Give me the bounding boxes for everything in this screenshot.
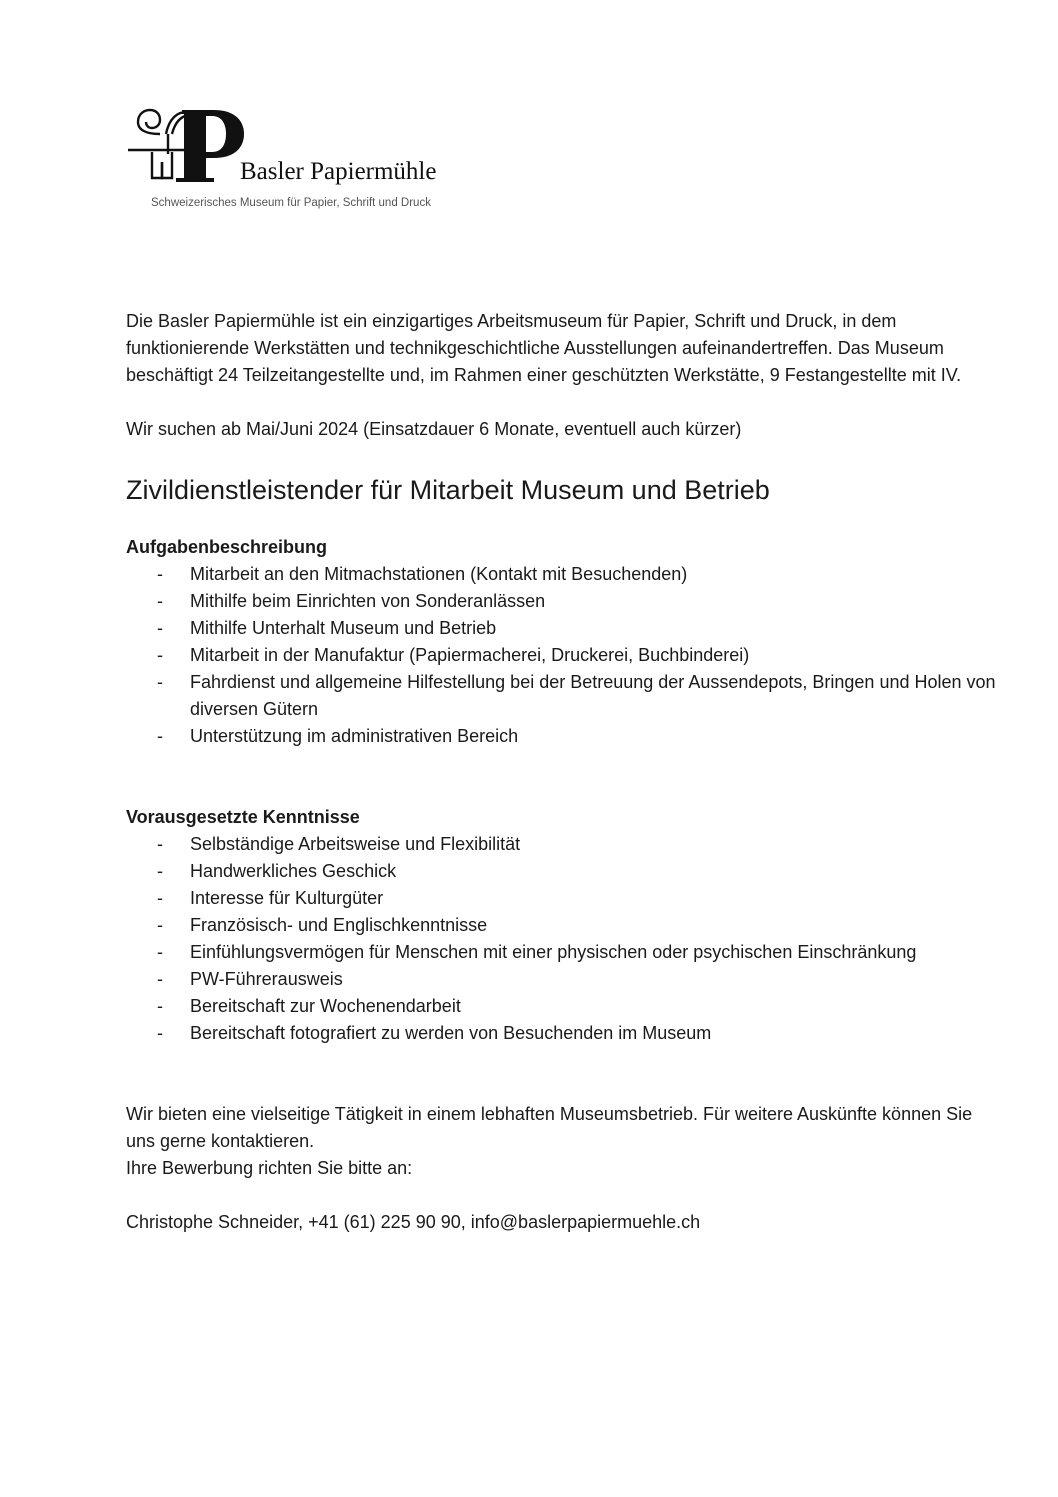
list-item-text: Mitarbeit an den Mitmachstationen (Kontakt mit Besuchenden) bbox=[190, 564, 688, 584]
list-item bbox=[126, 669, 1006, 723]
list-item-text: Unterstützung im administrativen Bereich bbox=[190, 726, 519, 746]
list-item-text: Interesse für Kulturgüter bbox=[190, 888, 384, 908]
logo-name: Basler Papiermühle bbox=[240, 158, 437, 185]
list-item bbox=[126, 561, 1006, 588]
offer-section bbox=[126, 1101, 1006, 1182]
list-bullet: - bbox=[157, 618, 163, 638]
list-bullet: - bbox=[157, 969, 163, 989]
list-bullet: - bbox=[157, 888, 163, 908]
list-bullet: - bbox=[157, 672, 163, 692]
list-item-text: Französisch- und Englischkenntnisse bbox=[190, 915, 488, 935]
page-title: Zivildienstleistender für Mitarbeit Museum und Betrieb bbox=[126, 475, 770, 505]
list-item-text: Mithilfe Unterhalt Museum und Betrieb bbox=[190, 618, 497, 638]
list-item-text: Mithilfe beim Einrichten von Sonderanlässen bbox=[190, 591, 546, 611]
application-note: Ihre Bewerbung richten Sie bitte an: bbox=[126, 1158, 413, 1178]
contact-phone[interactable]: +41 (61) 225 90 90 bbox=[308, 1212, 461, 1232]
list-item bbox=[126, 939, 1006, 966]
tasks-list bbox=[126, 561, 1006, 750]
list-item-text: Handwerkliches Geschick bbox=[190, 861, 397, 881]
list-bullet: - bbox=[157, 861, 163, 881]
document-body bbox=[126, 308, 1006, 1236]
list-bullet: - bbox=[157, 591, 163, 611]
list-item bbox=[126, 912, 1006, 939]
contact-line: Christophe Schneider, +41 (61) 225 90 90, info@baslerpapiermuehle.ch bbox=[126, 1212, 701, 1232]
list-item bbox=[126, 642, 1006, 669]
list-item bbox=[126, 966, 1006, 993]
logo-tagline: Schweizerisches Museum für Papier, Schrift und Druck bbox=[151, 197, 431, 209]
contact-name: Christophe Schneider bbox=[126, 1212, 299, 1232]
list-item-text: PW-Führerausweis bbox=[190, 969, 343, 989]
list-item-text: Bereitschaft fotografiert zu werden von Besuchenden im Museum bbox=[190, 1023, 712, 1043]
list-bullet: - bbox=[157, 915, 163, 935]
logo bbox=[126, 104, 466, 214]
search-statement: Wir suchen ab Mai/Juni 2024 (Einsatzdauer 6 Monate, eventuell auch kürzer) bbox=[126, 419, 742, 439]
contact-email[interactable]: info@baslerpapiermuehle.ch bbox=[470, 1212, 701, 1232]
list-item bbox=[126, 993, 1006, 1020]
list-item bbox=[126, 831, 1006, 858]
list-bullet: - bbox=[157, 834, 163, 854]
skills-heading: Vorausgesetzte Kenntnisse bbox=[126, 807, 360, 827]
list-item bbox=[126, 615, 1006, 642]
list-item-text: Einfühlungsvermögen für Menschen mit einer physischen oder psychischen Einschränkung bbox=[190, 942, 917, 962]
list-item bbox=[126, 723, 1006, 750]
list-item-text: Mitarbeit in der Manufaktur (Papiermacherei, Druckerei, Buchbinderei) bbox=[190, 645, 750, 665]
skills-list bbox=[126, 831, 1006, 1047]
list-item bbox=[126, 858, 1006, 885]
list-item bbox=[126, 885, 1006, 912]
tasks-heading: Aufgabenbeschreibung bbox=[126, 537, 328, 557]
list-item-text: Selbständige Arbeitsweise und Flexibilität bbox=[190, 834, 521, 854]
list-item bbox=[126, 588, 1006, 615]
list-item-text: Fahrdienst und allgemeine Hilfestellung bei der Betreuung der Aussendepots, Bringen und Holen von diversen Gütern bbox=[190, 672, 996, 719]
list-bullet: - bbox=[157, 942, 163, 962]
list-bullet: - bbox=[157, 645, 163, 665]
list-bullet: - bbox=[157, 726, 163, 746]
list-bullet: - bbox=[157, 564, 163, 584]
list-bullet: - bbox=[157, 1023, 163, 1043]
list-item bbox=[126, 1020, 1006, 1047]
offer-text: Wir bieten eine vielseitige Tätigkeit in einem lebhaften Museumsbetrieb. Für weitere Auskünfte können Sie uns gerne kontaktieren. bbox=[126, 1104, 973, 1151]
intro-paragraph: Die Basler Papiermühle ist ein einzigartiges Arbeitsmuseum für Papier, Schrift und Druck, in dem funktionierende Werkstätten und technikgeschichtliche Ausstellungen aufeinandertreffen. Das Museum beschäftigt 24 Teilzeitangestellte und, im Rahmen einer geschützten Werkstätte, 9 Festangestellte mit IV. bbox=[126, 311, 962, 385]
list-item-text: Bereitschaft zur Wochenendarbeit bbox=[190, 996, 461, 1016]
list-bullet: - bbox=[157, 996, 163, 1016]
paper-mill-monogram-icon bbox=[126, 104, 246, 188]
